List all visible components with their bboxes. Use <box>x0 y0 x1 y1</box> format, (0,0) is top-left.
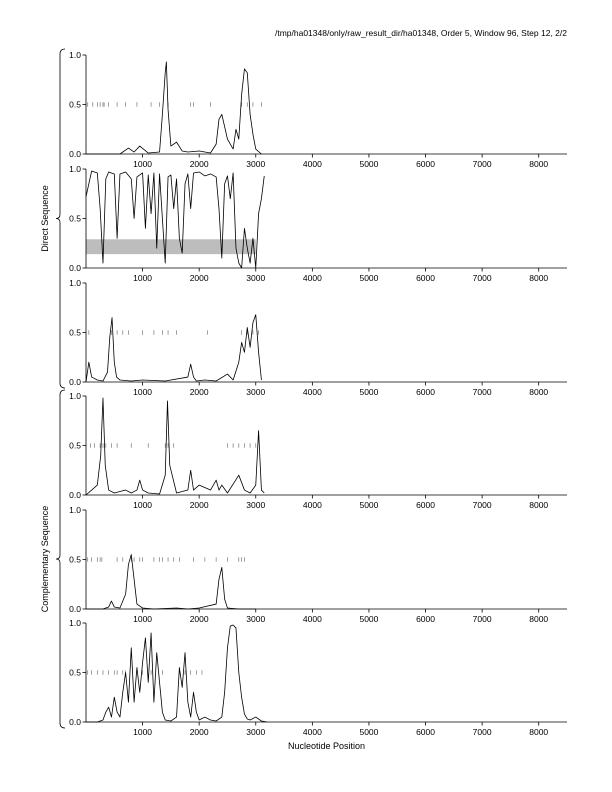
y-tick-label: 0.0 <box>69 604 81 614</box>
group-brackets <box>56 49 65 728</box>
x-tick-label: 6000 <box>416 273 435 283</box>
panel-2 <box>69 164 567 283</box>
x-tick-label: 3000 <box>246 387 266 397</box>
y-tick-label: 0.5 <box>69 440 81 451</box>
x-tick-label: 5000 <box>359 614 379 624</box>
x-tick-label: 1000 <box>133 614 153 624</box>
x-tick-label: 5000 <box>359 727 379 737</box>
series-line <box>86 625 267 722</box>
y-tick-label: 0.5 <box>69 99 81 110</box>
x-tick-label: 3000 <box>246 727 266 737</box>
y-tick-label: 0.0 <box>69 149 81 159</box>
x-tick-label: 7000 <box>472 727 492 737</box>
x-tick-label: 4000 <box>302 500 322 510</box>
x-tick-label: 8000 <box>529 727 549 737</box>
x-tick-label: 8000 <box>529 273 549 283</box>
x-tick-label: 2000 <box>189 500 209 510</box>
x-tick-label: 3000 <box>246 500 266 510</box>
x-tick-label: 1000 <box>133 500 153 510</box>
x-tick-label: 2000 <box>189 273 209 283</box>
y-tick-label: 1.0 <box>69 505 81 515</box>
series-line <box>86 398 264 495</box>
y-tick-label: 0.0 <box>69 263 81 273</box>
x-tick-label: 4000 <box>302 159 322 169</box>
x-tick-label: 7000 <box>472 500 492 510</box>
x-tick-label: 8000 <box>529 500 549 510</box>
x-tick-label: 8000 <box>529 387 549 397</box>
x-tick-label: 6000 <box>416 387 435 397</box>
x-tick-label: 4000 <box>302 387 322 397</box>
x-tick-label: 7000 <box>472 614 492 624</box>
panel-5 <box>69 505 567 624</box>
series-line <box>86 555 256 609</box>
x-tick-label: 3000 <box>246 273 266 283</box>
y-tick-label: 0.0 <box>69 377 81 387</box>
series-line <box>86 62 261 154</box>
x-tick-label: 2000 <box>189 159 209 169</box>
x-tick-label: 7000 <box>472 273 492 283</box>
panel-6 <box>69 618 567 737</box>
x-tick-label: 4000 <box>302 727 322 737</box>
panel-4 <box>69 391 567 510</box>
y-tick-label: 0.5 <box>69 667 81 678</box>
y-tick-label: 0.5 <box>69 327 81 338</box>
series-line <box>86 315 261 382</box>
y-tick-label: 1.0 <box>69 50 81 60</box>
x-tick-label: 3000 <box>246 159 266 169</box>
x-tick-label: 8000 <box>529 614 549 624</box>
x-tick-label: 7000 <box>472 387 492 397</box>
panel-3 <box>69 278 567 397</box>
x-tick-label: 2000 <box>189 614 209 624</box>
x-tick-label: 5000 <box>359 500 379 510</box>
x-tick-label: 1000 <box>133 387 153 397</box>
y-tick-label: 0.5 <box>69 213 81 224</box>
group-label-complementary: Complementary Sequence <box>40 505 50 613</box>
x-tick-label: 7000 <box>472 159 492 169</box>
y-tick-label: 1.0 <box>69 391 81 401</box>
y-tick-label: 0.0 <box>69 717 81 727</box>
x-tick-label: 1000 <box>133 273 153 283</box>
x-tick-label: 5000 <box>359 273 379 283</box>
x-tick-label: 6000 <box>416 614 435 624</box>
threshold-band <box>86 239 256 254</box>
x-tick-label: 6000 <box>416 727 435 737</box>
y-tick-label: 1.0 <box>69 164 81 174</box>
x-tick-label: 6000 <box>416 500 435 510</box>
y-tick-label: 0.0 <box>69 490 81 500</box>
x-axis-title: Nucleotide Position <box>287 741 366 751</box>
group-label-direct: Direct Sequence <box>40 185 50 252</box>
panels <box>69 50 567 737</box>
x-tick-label: 6000 <box>416 159 435 169</box>
x-tick-label: 3000 <box>246 614 266 624</box>
x-tick-label: 5000 <box>359 159 379 169</box>
x-tick-label: 1000 <box>133 159 153 169</box>
x-tick-label: 4000 <box>302 273 322 283</box>
x-tick-label: 2000 <box>189 727 209 737</box>
x-tick-label: 1000 <box>133 727 153 737</box>
x-tick-label: 5000 <box>359 387 379 397</box>
x-tick-label: 8000 <box>529 159 549 169</box>
y-tick-label: 0.5 <box>69 554 81 565</box>
figure-header: /tmp/ha01348/only/raw_result_dir/ha01348, Order 5, Window 96, Step 12, 2/2 <box>274 28 567 38</box>
group-bracket <box>56 49 65 388</box>
x-tick-label: 2000 <box>189 387 209 397</box>
group-bracket <box>56 390 65 728</box>
y-tick-label: 1.0 <box>69 278 81 288</box>
x-tick-label: 4000 <box>302 614 322 624</box>
y-tick-label: 1.0 <box>69 618 81 628</box>
panel-1 <box>69 50 567 169</box>
